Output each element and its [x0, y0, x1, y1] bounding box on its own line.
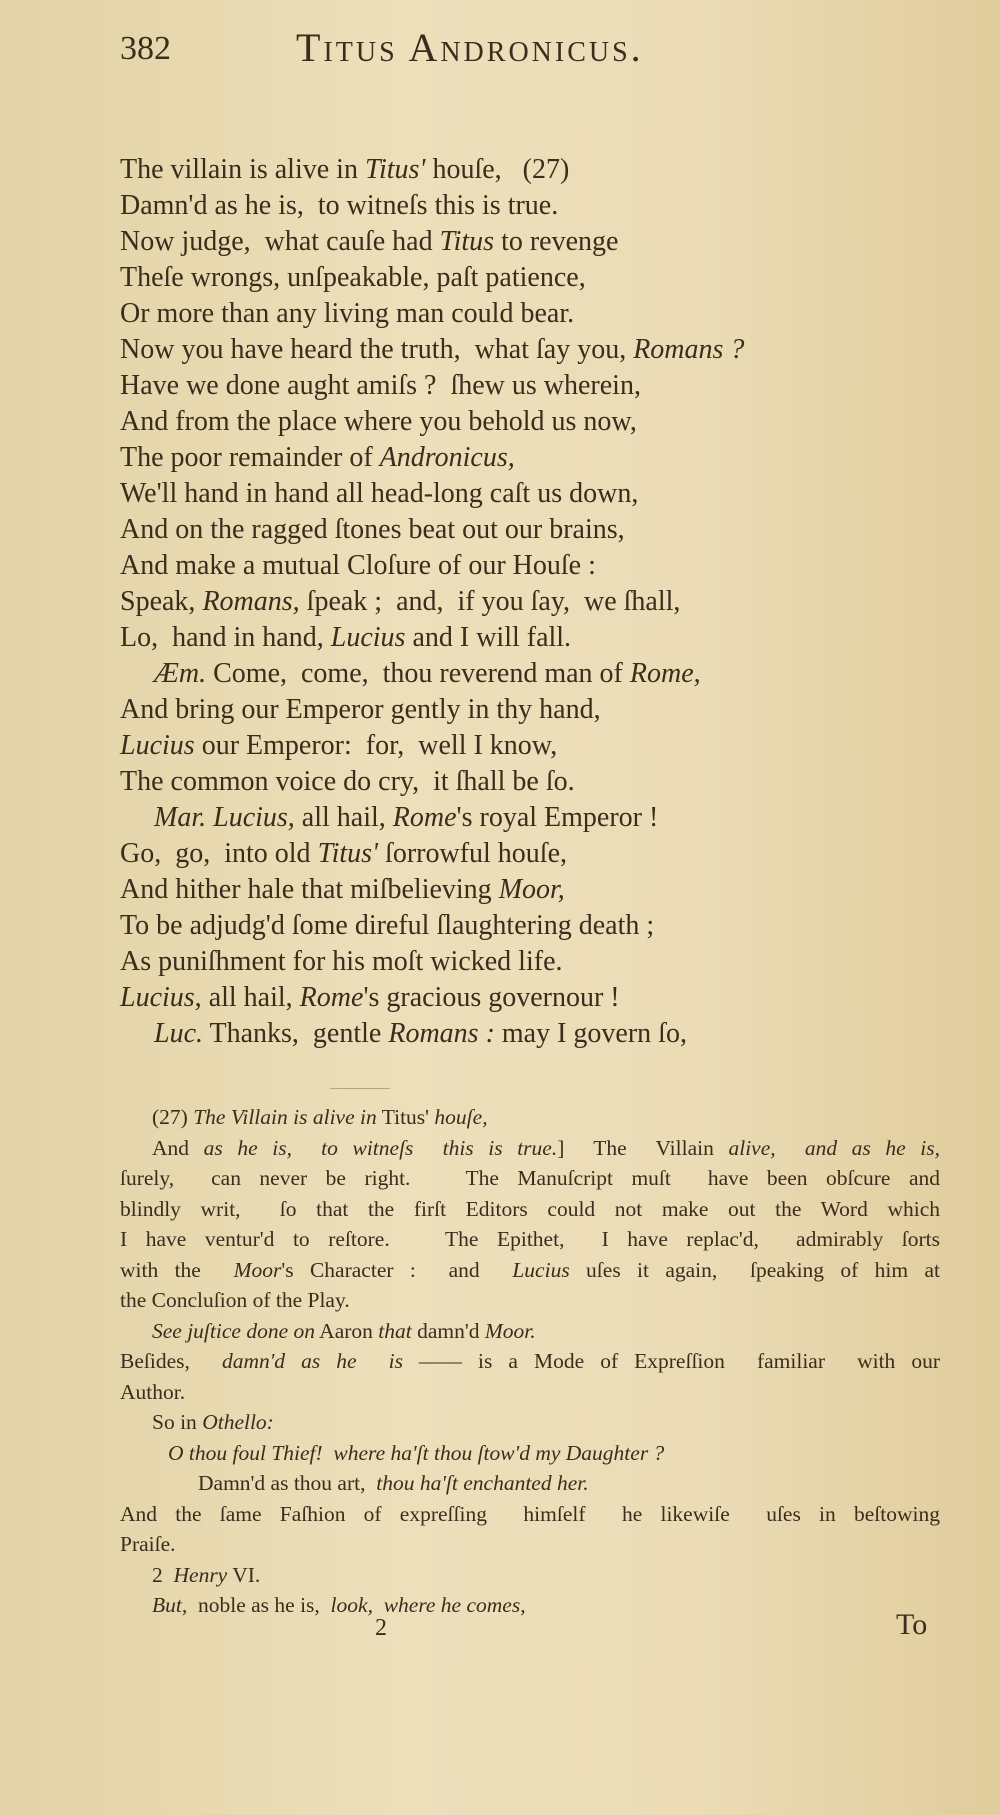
footnote-line — [120, 1468, 940, 1499]
catchword: To — [896, 1608, 928, 1641]
verse-line-segment: Theſe wrongs, unſpeakable, paſt patience, — [120, 262, 586, 293]
verse-line-segment: Romans ? — [633, 334, 745, 365]
footnote-line-segment: Lucius — [512, 1257, 570, 1282]
footnote-line-segment: Othello: — [202, 1410, 274, 1434]
footnote-line-segment: So in — [152, 1410, 203, 1434]
footnote-line-segment: damn'd as he is — [221, 1349, 403, 1373]
verse-line — [120, 404, 960, 440]
verse-line — [120, 764, 960, 800]
verse-line — [120, 476, 960, 512]
verse-line-segment: Moor, — [498, 874, 565, 905]
footnote-line-segment: 2 — [152, 1562, 174, 1587]
footnote-line-segment: noble as he is, — [187, 1593, 331, 1617]
verse-line — [120, 512, 960, 548]
verse-line-segment: Lo, hand in hand, — [120, 622, 331, 653]
verse-line-segment: Romans : — [388, 1018, 495, 1049]
page-number: 382 — [120, 30, 171, 67]
footnote-line-segment: Moor — [233, 1257, 282, 1282]
verse-line — [120, 440, 960, 476]
verse-line — [120, 656, 960, 692]
footnote-line-segment: Aaron — [314, 1318, 379, 1343]
verse-line-segment: Damn'd as he is, to witneſs this is true. — [120, 190, 559, 221]
verse-line — [120, 1016, 960, 1052]
verse-line-segment: Rome, — [629, 658, 701, 689]
verse-text — [120, 152, 960, 1052]
footnote-line — [120, 1102, 940, 1133]
verse-line — [120, 908, 960, 944]
footnote-line-segment: VI. — [227, 1562, 261, 1587]
verse-line-segment: Titus — [439, 226, 495, 257]
footnote-line — [120, 1285, 940, 1316]
footnote-line — [120, 1255, 940, 1286]
footnote-line-segment: look, where he comes, — [330, 1593, 526, 1617]
verse-line — [120, 548, 960, 584]
verse-line — [120, 152, 960, 188]
footnote-line-segment: Author. — [120, 1379, 186, 1404]
verse-line-segment: Lucius — [120, 730, 195, 761]
signature-mark: 2 — [375, 1615, 387, 1641]
footnote-line — [120, 1499, 940, 1530]
verse-line-segment: Andronicus, — [379, 442, 515, 473]
verse-line-segment: The poor remainder of — [120, 442, 380, 473]
verse-line-segment: Go, go, into old — [120, 838, 318, 869]
verse-line-segment: To be adjudg'd ſome direful ſlaughtering death ; — [120, 910, 655, 941]
verse-line-segment: We'll hand in hand all head-long caſt us down, — [120, 478, 639, 509]
footnote-line-segment: damn'd — [411, 1318, 485, 1343]
verse-line-segment: Rome — [392, 802, 457, 833]
verse-line-segment: And hither hale that miſbelieving — [120, 874, 499, 905]
footnote-line — [120, 1224, 940, 1255]
verse-line-segment: ſpeak ; and, if you ſay, we ſhall, — [299, 586, 681, 617]
footnote-divider — [330, 1088, 390, 1089]
verse-line-segment: may I govern ſo, — [494, 1018, 687, 1049]
verse-line-segment: to revenge — [494, 226, 619, 257]
verse-line — [120, 872, 960, 908]
verse-line-segment: and I will fall. — [405, 622, 572, 653]
verse-line-segment: Rome — [299, 982, 364, 1013]
footnote-line — [120, 1133, 940, 1164]
verse-line — [120, 692, 960, 728]
verse-line-segment: 's gracious governour ! — [363, 982, 620, 1013]
footnote-line — [120, 1438, 940, 1469]
verse-line — [120, 836, 960, 872]
verse-line-segment: Luc. — [154, 1018, 203, 1049]
verse-line — [120, 296, 960, 332]
footnote-line-segment: houſe, — [434, 1105, 488, 1129]
verse-line — [120, 800, 960, 836]
verse-line — [120, 332, 960, 368]
verse-line-segment: Thanks, gentle — [203, 1018, 389, 1049]
footnote-line — [120, 1316, 940, 1347]
verse-line-segment: Lucius — [330, 622, 406, 653]
footnote-line-segment: The Villain is alive in — [193, 1105, 377, 1129]
verse-line-segment: Now judge, what cauſe had — [120, 226, 440, 257]
footnote-line-segment: blindly writ, ſo that the firſt Editors could not make out the Word which — [120, 1196, 940, 1221]
verse-line-segment: all hail, — [201, 982, 300, 1013]
footnote-line-segment: Moor. — [484, 1318, 536, 1343]
verse-line-segment: And bring our Emperor gently in thy hand, — [120, 694, 601, 725]
verse-line-segment: The villain is alive in — [120, 154, 365, 185]
footnote-line-segment: ] The Villain — [557, 1135, 729, 1160]
footnote-line — [120, 1346, 940, 1377]
verse-line-segment: The common voice do cry, it ſhall be ſo. — [120, 766, 575, 797]
verse-line-segment: Now you have heard the truth, what ſay you, — [120, 334, 634, 365]
footnote-line — [120, 1407, 940, 1438]
footnote-text — [120, 1102, 940, 1621]
verse-line — [120, 188, 960, 224]
footnote-line-segment: ſurely, can never be right. The Manuſcript muſt have been obſcure and — [120, 1166, 940, 1190]
footnote-line — [120, 1560, 940, 1591]
footnote-line-segment: with the — [120, 1257, 234, 1282]
footnote-line-segment: Henry — [173, 1562, 228, 1587]
verse-line — [120, 944, 960, 980]
footnote-line-segment: O thou foul Thief! where ha'ſt thou ſtow'd my Daughter ? — [168, 1440, 665, 1465]
verse-line-segment: And on the ragged ſtones beat out our brains, — [120, 514, 625, 545]
verse-line — [120, 728, 960, 764]
footnote-line — [120, 1590, 940, 1621]
footnote-line-segment: And — [152, 1135, 204, 1160]
footnote-line — [120, 1163, 940, 1194]
verse-line-segment: houſe, (27) — [425, 154, 570, 185]
footnote-line-segment: And the ſame Faſhion of expreſſing himſelf he likewiſe uſes in beſtowing — [120, 1501, 940, 1526]
verse-line-segment: Titus' — [364, 154, 426, 185]
verse-line-segment: Lucius, — [120, 982, 202, 1013]
footnote-line-segment: alive, and as he is, — [728, 1135, 941, 1160]
footnote-line-segment: (27) — [152, 1105, 194, 1129]
verse-line-segment: 's royal Emperor ! — [456, 802, 659, 833]
footnote-line-segment: —— is a Mode of Expreſſion familiar with our — [402, 1349, 941, 1373]
footnote-line-segment: Damn'd as thou art, — [198, 1471, 377, 1495]
footnote-line-segment: But, — [152, 1593, 188, 1617]
footnote-line-segment: uſes it again, ſpeaking of him at — [569, 1257, 940, 1282]
footnote-line-segment: Praiſe. — [120, 1532, 176, 1556]
verse-line-segment: And make a mutual Cloſure of our Houſe : — [120, 550, 596, 581]
verse-line-segment: Romans, — [202, 586, 300, 617]
footnote-line — [120, 1194, 940, 1225]
verse-line-segment: ſorrowful houſe, — [378, 838, 568, 869]
running-title: Titus Andronicus. — [296, 25, 644, 70]
footnote-line-segment: that — [378, 1318, 412, 1343]
verse-line-segment: As puniſhment for his moſt wicked life. — [120, 946, 563, 977]
verse-line-segment: Titus' — [317, 838, 379, 869]
verse-line-segment: our Emperor: for, well I know, — [194, 730, 558, 761]
running-header — [120, 24, 950, 68]
footnote-line-segment: the Concluſion of the Play. — [120, 1288, 350, 1312]
verse-line-segment: Have we done aught amiſs ? ſhew us wherein, — [120, 370, 641, 401]
footnote-line-segment: 's Character : and — [281, 1257, 513, 1282]
verse-line — [120, 224, 960, 260]
footnote-line-segment: See juſtice done on — [152, 1318, 315, 1343]
footnote-line-segment: Beſides, — [120, 1349, 222, 1373]
verse-line — [120, 980, 960, 1016]
verse-line-segment: Come, come, thou reverend man of — [206, 658, 630, 689]
verse-line — [120, 584, 960, 620]
footnote-line — [120, 1529, 940, 1560]
verse-line-segment: Or more than any living man could bear. — [120, 298, 575, 329]
verse-line-segment: And from the place where you behold us now, — [120, 406, 637, 437]
footnote-line-segment: thou ha'ſt enchanted her. — [376, 1471, 589, 1495]
verse-line-segment: Æm. — [154, 658, 207, 689]
verse-line-segment: Speak, — [120, 586, 203, 617]
footnote-line-segment: Titus' — [376, 1105, 435, 1129]
footnote-line-segment: as he is, to witneſs this is true. — [203, 1135, 558, 1160]
verse-line — [120, 620, 960, 656]
verse-line — [120, 368, 960, 404]
footnote-line — [120, 1377, 940, 1408]
verse-line-segment: Mar. Lucius, — [154, 802, 295, 833]
verse-line-segment: all hail, — [294, 802, 393, 833]
verse-line — [120, 260, 960, 296]
footnote-line-segment: I have ventur'd to reſtore. The Epithet, I have replac'd, admirably ſorts — [120, 1227, 940, 1251]
